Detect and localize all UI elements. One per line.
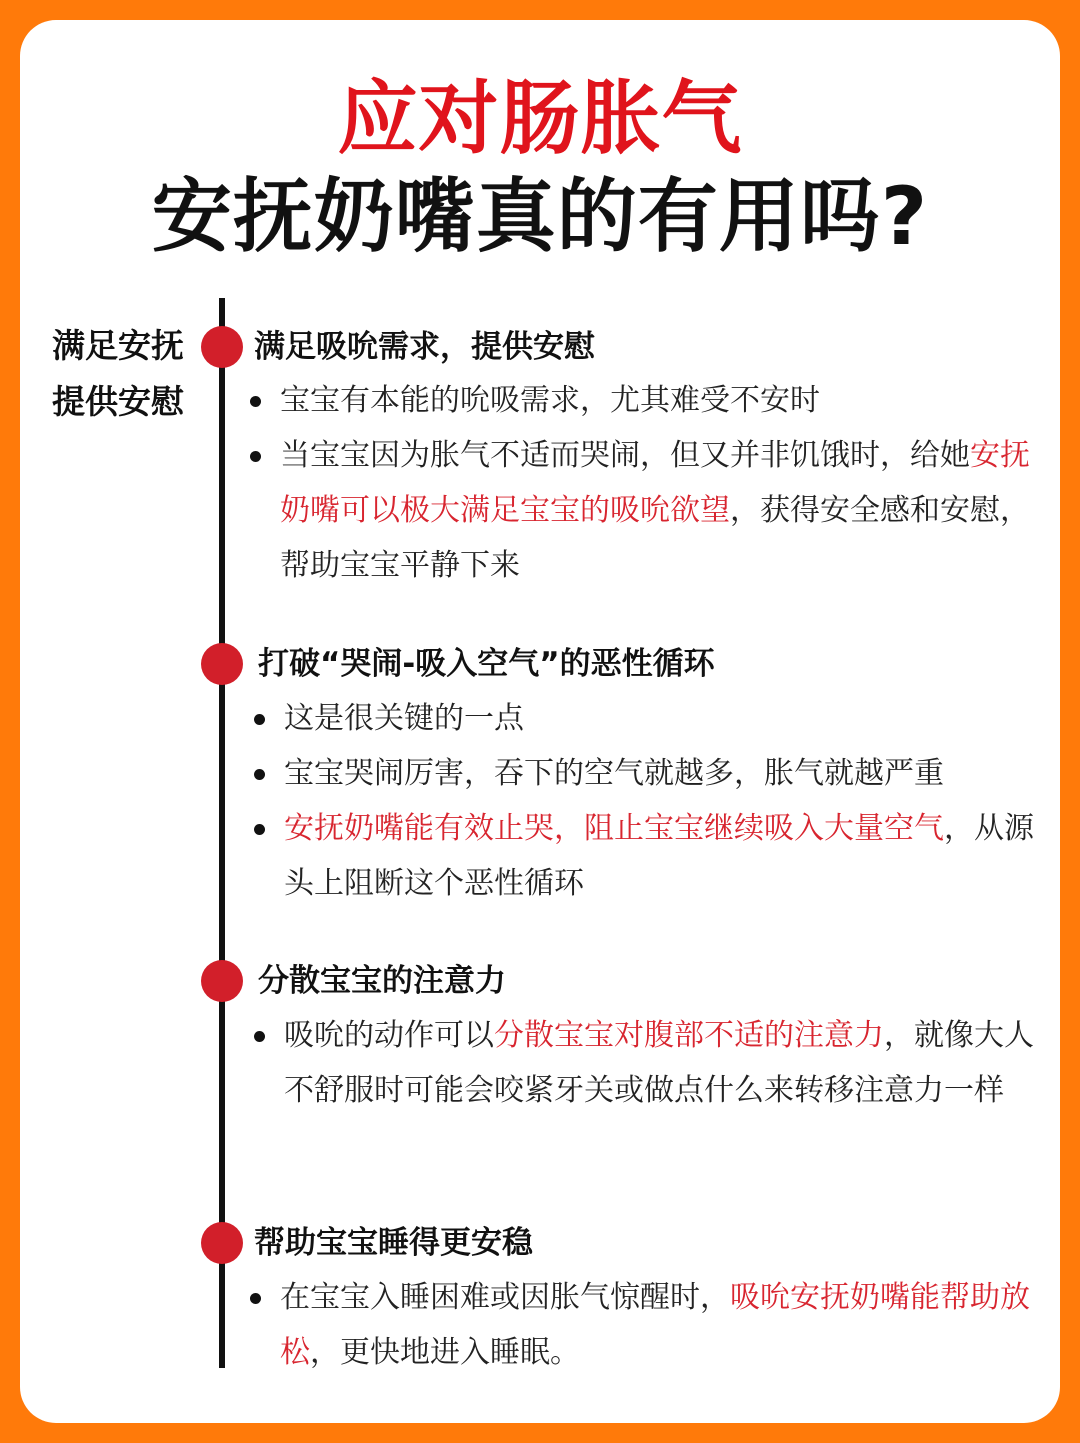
section-bullets-1	[246, 373, 1036, 593]
bullet-item	[246, 428, 1036, 593]
bullet-text: ，更快地进入睡眠。	[310, 1335, 580, 1370]
bullet-text: ，从源头上阻断这个恶性循环	[284, 811, 1034, 901]
bullet-highlight: 安抚奶嘴能有效止哭，阻止宝宝继续吸入大量空气	[284, 811, 944, 846]
page-title-line2: 安抚奶嘴真的有用吗?	[151, 170, 929, 263]
timeline-dot-1	[201, 326, 243, 368]
bullet-item	[250, 1008, 1036, 1118]
section-bullets-4	[246, 1270, 1036, 1380]
timeline-dot-3	[201, 960, 243, 1002]
bullet-text: 这是很关键的一点	[284, 701, 524, 736]
section-title-2: 打破“哭闹-吸入空气”的恶性循环	[258, 646, 715, 682]
timeline-line	[219, 298, 225, 1368]
bullet-item	[250, 801, 1036, 911]
side-label-line2: 提供安慰	[52, 382, 184, 421]
bullet-text: 吸吮的动作可以	[284, 1018, 494, 1053]
bullet-item	[250, 746, 1036, 801]
section-title-3: 分散宝宝的注意力	[258, 963, 506, 999]
bullet-text: 宝宝哭闹厉害，吞下的空气就越多，胀气就越严重	[284, 756, 944, 791]
section-title-4: 帮助宝宝睡得更安稳	[254, 1225, 533, 1261]
bullet-text: 在宝宝入睡困难或因胀气惊醒时，	[280, 1280, 730, 1315]
timeline-dot-2	[201, 643, 243, 685]
section-bullets-3	[250, 1008, 1036, 1118]
bullet-item	[246, 1270, 1036, 1380]
page-title-line1: 应对肠胀气	[337, 72, 743, 165]
section-bullets-2	[250, 691, 1036, 911]
timeline-dot-4	[201, 1222, 243, 1264]
bullet-text: ，就像大人不舒服时可能会咬紧牙关或做点什么来转移注意力一样	[284, 1018, 1034, 1108]
side-label	[52, 318, 184, 430]
bullet-highlight: 分散宝宝对腹部不适的注意力	[494, 1018, 884, 1053]
side-label-line1: 满足安抚	[52, 326, 184, 365]
bullet-text: ，获得安全感和安慰，帮助宝宝平静下来	[280, 493, 1030, 583]
section-title-1: 满足吸吮需求，提供安慰	[254, 329, 595, 365]
bullet-text: 宝宝有本能的吮吸需求，尤其难受不安时	[280, 383, 820, 418]
bullet-highlight: 吸吮安抚奶嘴能帮助放松	[280, 1280, 1030, 1370]
bullet-highlight: 安抚奶嘴可以极大满足宝宝的吸吮欲望	[280, 438, 1030, 528]
bullet-item	[250, 691, 1036, 746]
bullet-item	[246, 373, 1036, 428]
bullet-text: 当宝宝因为胀气不适而哭闹，但又并非饥饿时，给她	[280, 438, 970, 473]
